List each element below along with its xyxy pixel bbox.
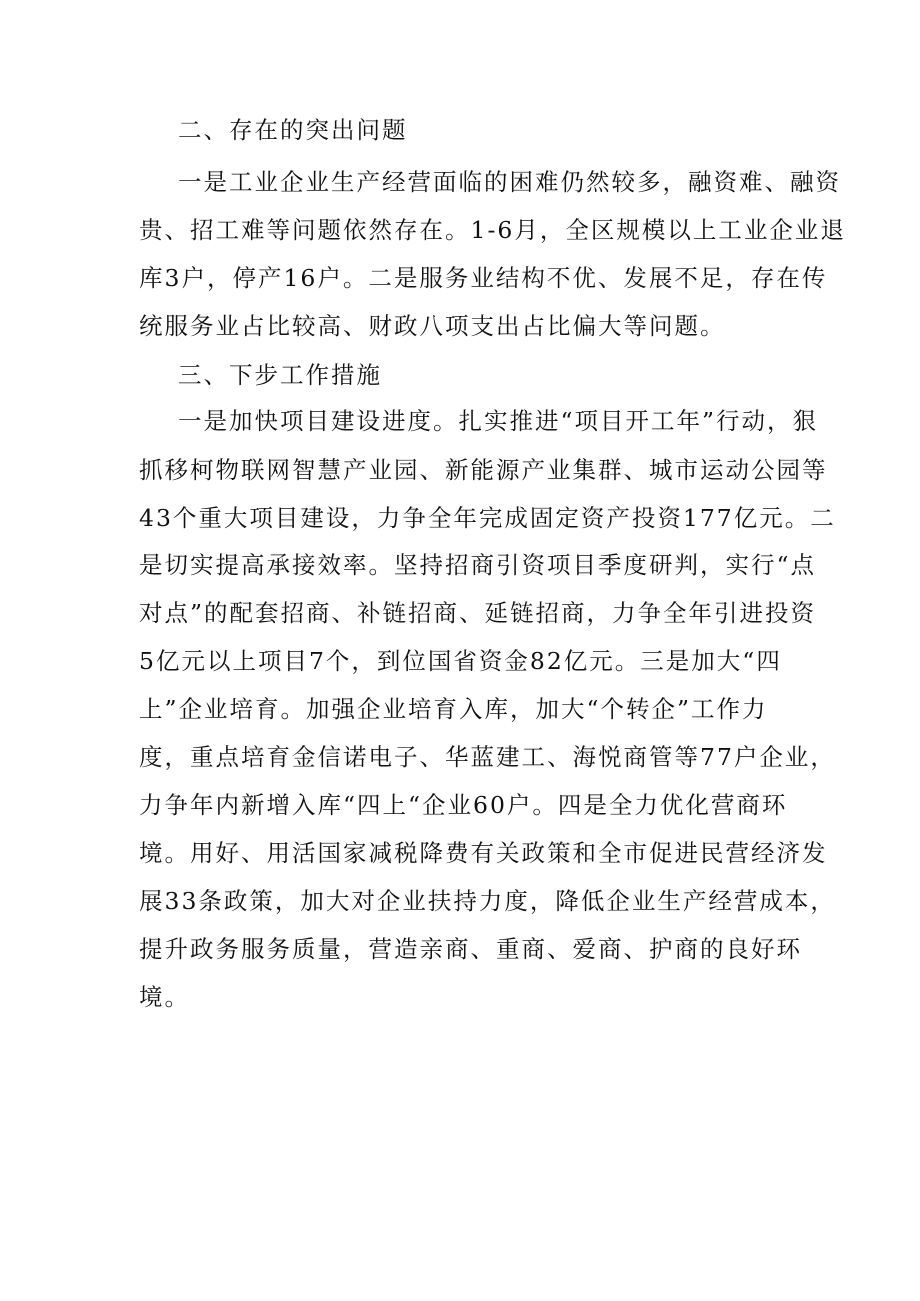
paragraph-line: 力争年内新增入库“四上“企业60户。四是全力优化营商环 bbox=[139, 791, 788, 819]
paragraph-line: 统服务业占比较高、财政八项支出占比偏大等问题。 bbox=[139, 312, 726, 340]
paragraph-line: 5亿元以上项目7个，到位国省资金82亿元。三是加大“四 bbox=[139, 647, 782, 675]
paragraph-line: 境。用好、用活国家减税降费有关政策和全市促进民营经济发 bbox=[139, 839, 828, 867]
paragraph-line: 上”企业培育。加强企业培育入库，加大“个转企”工作力 bbox=[139, 695, 768, 723]
paragraph-line: 境。 bbox=[139, 983, 190, 1011]
paragraph-line: 库3户，停产16户。二是服务业结构不优、发展不足，存在传 bbox=[139, 264, 828, 292]
paragraph-line: 是切实提高承接效率。坚持招商引资项目季度研判，实行“点 bbox=[139, 551, 817, 579]
paragraph-line: 一是工业企业生产经营面临的困难仍然较多，融资难、融资 bbox=[178, 168, 841, 196]
paragraph-line: 度，重点培育金信诺电子、华蓝建工、海悦商管等77户企业， bbox=[139, 743, 836, 771]
paragraph-line: 一是加快项目建设进度。扎实推进“项目开工年”行动，狠 bbox=[178, 407, 819, 435]
section-heading-measures: 三、下步工作措施 bbox=[178, 361, 382, 389]
paragraph-line: 贵、招工难等问题依然存在。1-6月，全区规模以上工业企业退 bbox=[139, 216, 846, 244]
paragraph-line: 43个重大项目建设，力争全年完成固定资产投资177亿元。二 bbox=[139, 504, 836, 532]
section-heading-problems: 二、存在的突出问题 bbox=[178, 116, 408, 144]
paragraph-line: 提升政务服务质量，营造亲商、重商、爱商、护商的良好环 bbox=[139, 935, 802, 963]
paragraph-line: 抓移柯物联网智慧产业园、新能源产业集群、城市运动公园等 bbox=[139, 456, 828, 484]
paragraph-line: 展33条政策，加大对企业扶持力度，降低企业生产经营成本， bbox=[139, 887, 836, 915]
paragraph-line: 对点”的配套招商、补链招商、延链招商，力争全年引进投资 bbox=[139, 599, 817, 627]
